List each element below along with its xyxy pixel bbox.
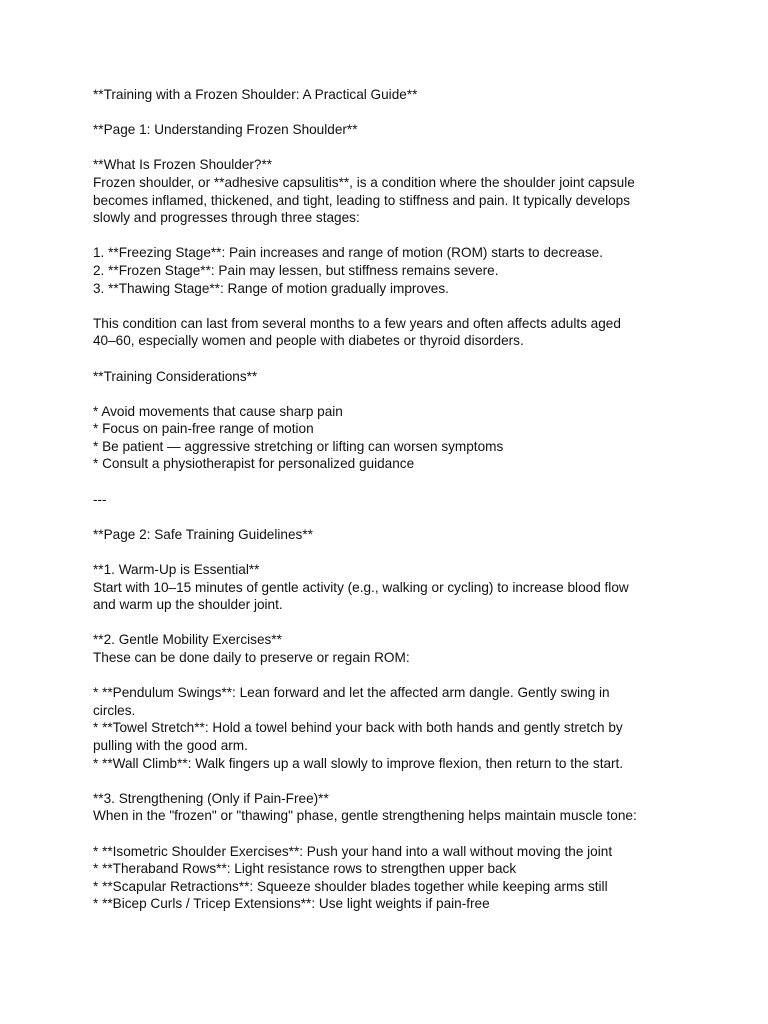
text-line: * Be patient — aggressive stretching or lifting can worsen symptoms <box>93 438 504 454</box>
text-line: **Training with a Frozen Shoulder: A Practical Guide** <box>93 87 418 102</box>
text-line: These can be done daily to preserve or regain ROM: <box>93 650 410 665</box>
text-line: * **Bicep Curls / Tricep Extensions**: Use light weights if pain-free <box>93 896 490 912</box>
blank-line <box>93 297 733 315</box>
text-line: This condition can last from several months to a few years and often affects adults aged <box>93 315 621 331</box>
blank-line <box>93 825 733 843</box>
blank-line <box>93 667 733 685</box>
text-line: 1. **Freezing Stage**: Pain increases and range of motion (ROM) starts to decrease. <box>93 245 604 261</box>
text-line: 40–60, especially women and people with diabetes or thyroid disorders. <box>93 333 524 349</box>
text-line: * **Theraband Rows**: Light resistance rows to strengthen upper back <box>93 861 517 877</box>
text-line: 2. **Frozen Stage**: Pain may lessen, but stiffness remains severe. <box>93 262 499 278</box>
text-line: and warm up the shoulder joint. <box>93 597 283 613</box>
blank-line <box>93 473 733 491</box>
blank-line <box>93 139 733 157</box>
blank-line <box>93 227 733 245</box>
blank-line <box>93 508 733 526</box>
text-line: * Avoid movements that cause sharp pain <box>93 403 343 419</box>
text-line: **Training Considerations** <box>93 368 258 384</box>
text-line: circles. <box>93 702 136 718</box>
text-line: * **Towel Stretch**: Hold a towel behind your back with both hands and gently stretch by <box>93 720 623 736</box>
text-line: --- <box>93 491 107 507</box>
text-line: * Focus on pain-free range of motion <box>93 421 314 437</box>
blank-line <box>93 350 733 368</box>
text-line: When in the "frozen" or "thawing" phase, gentle strengthening helps maintain muscle tone: <box>93 808 637 824</box>
text-line: 3. **Thawing Stage**: Range of motion gradually improves. <box>93 280 449 296</box>
text-line: **2. Gentle Mobility Exercises** <box>93 632 282 648</box>
text-line: Start with 10–15 minutes of gentle activity (e.g., walking or cycling) to increase blood flow <box>93 579 629 595</box>
blank-line <box>93 614 733 632</box>
blank-line <box>93 772 733 790</box>
text-line: * **Scapular Retractions**: Squeeze shoulder blades together while keeping arms still <box>93 878 608 894</box>
text-line: Frozen shoulder, or **adhesive capsulitis**, is a condition where the shoulder joint capsule <box>93 174 635 190</box>
text-line: * **Wall Climb**: Walk fingers up a wall slowly to improve flexion, then return to the start. <box>93 755 624 771</box>
text-line: slowly and progresses through three stages: <box>93 210 360 226</box>
text-line: becomes inflamed, thickened, and tight, leading to stiffness and pain. It typically develops <box>93 192 631 208</box>
text-line: **What Is Frozen Shoulder?** <box>93 157 273 173</box>
text-line: **Page 2: Safe Training Guidelines** <box>93 526 313 542</box>
text-line: **Page 1: Understanding Frozen Shoulder** <box>93 122 358 138</box>
text-line: * Consult a physiotherapist for personalized guidance <box>93 456 415 472</box>
document-page <box>93 86 733 913</box>
text-line: * **Isometric Shoulder Exercises**: Push your hand into a wall without moving the joint <box>93 843 613 859</box>
text-line: **1. Warm-Up is Essential** <box>93 562 260 578</box>
text-line: pulling with the good arm. <box>93 737 248 753</box>
blank-line <box>93 385 733 403</box>
text-line: **3. Strengthening (Only if Pain-Free)** <box>93 790 329 806</box>
text-line: * **Pendulum Swings**: Lean forward and let the affected arm dangle. Gently swing in <box>93 685 610 701</box>
blank-line <box>93 543 733 561</box>
blank-line <box>93 104 733 122</box>
